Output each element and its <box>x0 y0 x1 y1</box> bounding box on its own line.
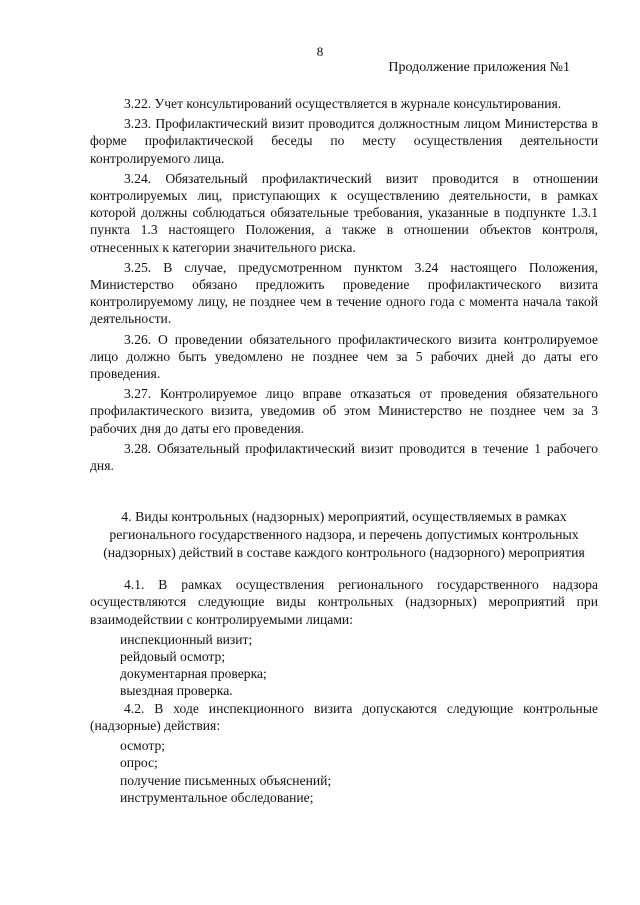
paragraph-3-25: 3.25. В случае, предусмотренном пунктом 3.24 настоящего Положения, Министерство обязано предложить проведение профилактического визита контролируемому лицу, не позднее чем в течение одного года с момента начала такой деятельности. <box>90 259 598 327</box>
list-item: рейдовый осмотр; <box>120 649 226 665</box>
list-item: инспекционный визит; <box>120 631 253 647</box>
paragraph-3-23: 3.23. Профилактический визит проводится должностным лицом Министерства в форме профилактической беседы по месту осуществления деятельности контролируемого лица. <box>90 116 598 166</box>
paragraph-3-28: 3.28. Обязательный профилактический визит проводится в течение 1 рабочего дня. <box>90 440 598 474</box>
list-item: выездная проверка. <box>120 683 233 699</box>
list-item: осмотр; <box>120 738 166 754</box>
document-body <box>90 95 598 806</box>
list-item: получение письменных объяснений; <box>120 772 332 788</box>
paragraph-3-26: 3.26. О проведении обязательного профилактического визита контролируемое лицо должно быть уведомлено не позднее чем за 5 рабочих дней до даты его проведения. <box>90 331 598 382</box>
paragraph-4-2: 4.2. В ходе инспекционного визита допускаются следующие контрольные (надзорные) действия: <box>90 700 598 733</box>
paragraph-3-24: 3.24. Обязательный профилактический визит проводится в отношении контролируемых лиц, приступающих к осуществлению деятельности, в рамках которой должны соблюдаться обязательные требования, указанные в подпункте 1.3.1 пункта 1.3 настоящего Положения, а также в отношении объектов контроля, отнесенных к категории значительного риска. <box>90 170 598 255</box>
page-number: 8 <box>316 44 324 59</box>
paragraph-3-27: 3.27. Контролируемое лицо вправе отказаться от проведения обязательного профилактического визита, уведомив об этом Министерство не позднее чем за 3 рабочих дня до даты его проведения. <box>90 386 598 436</box>
section-heading: 4. Виды контрольных (надзорных) мероприятий, осуществляемых в рамках регионального государственного надзора, и перечень допустимых контрольных (надзорных) действий в составе каждого контрольного (надзорного) мероприятия <box>103 509 585 561</box>
paragraph-4-1: 4.1. В рамках осуществления регионального государственного надзора осуществляются следующие виды контрольных (надзорных) мероприятий при взаимодействии с контролируемыми лицами: <box>90 577 598 627</box>
list-item: инструментальное обследование; <box>120 789 314 805</box>
continuation-label: Продолжение приложения №1 <box>388 60 570 75</box>
list-item: документарная проверка; <box>120 666 267 682</box>
list-item: опрос; <box>120 755 158 771</box>
paragraph-3-22: 3.22. Учет консультирований осуществляется в журнале консультирования. <box>124 96 562 111</box>
